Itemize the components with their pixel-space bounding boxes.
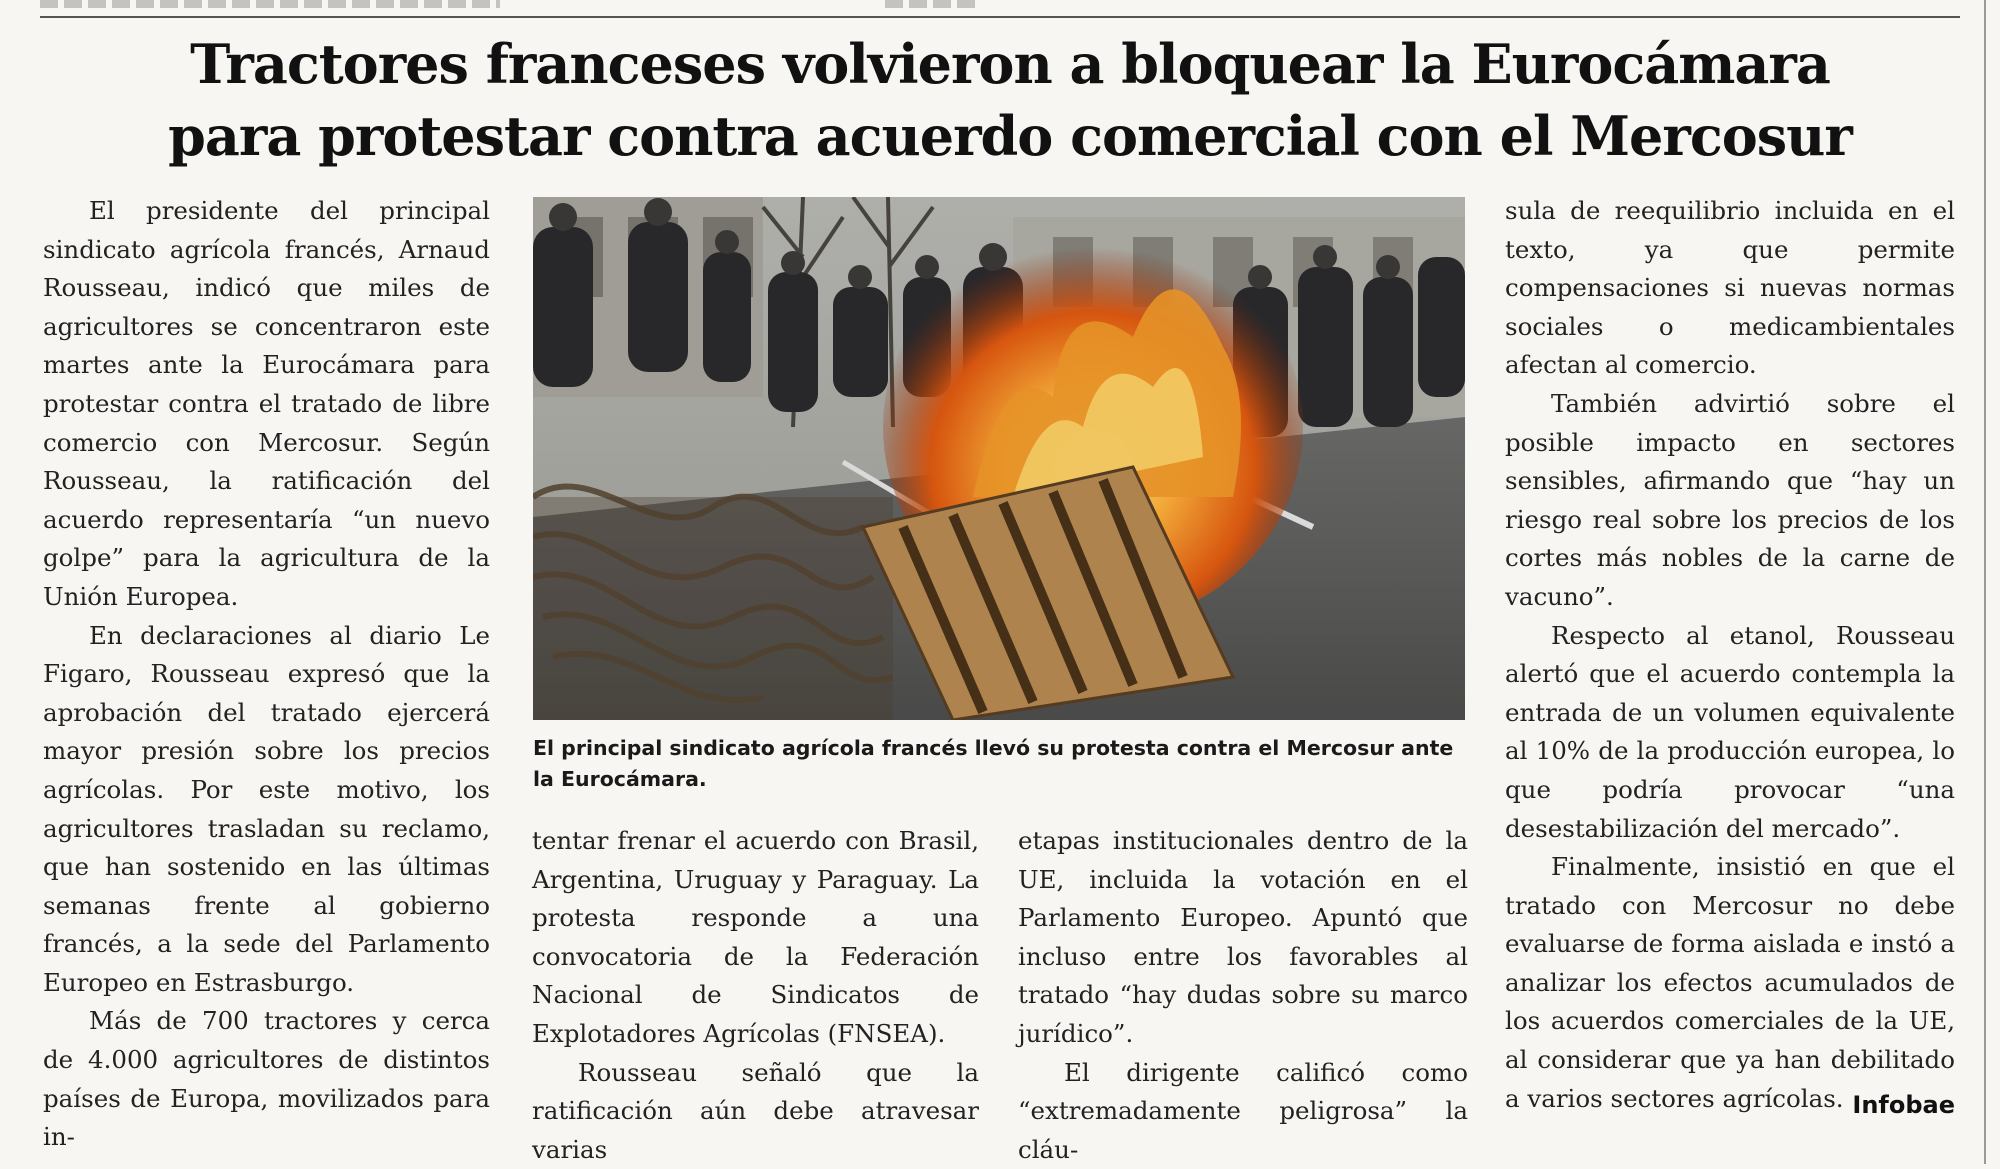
headline-line-1: Tractores franceses volvieron a bloquear la Eurocámara	[190, 32, 1830, 96]
photo-caption: El principal sindicato agrícola francés llevó su protesta contra el Mercosur ante la Eurocámara.	[533, 736, 1454, 791]
previous-page-header-fragment	[40, 0, 500, 8]
paragraph: También advirtió sobre el posible impacto en sectores sensibles, afirmando que “hay un riesgo real sobre los precios de los cortes más nobles de la carne de vacuno”.	[1505, 388, 1955, 611]
paragraph: Rousseau señaló que la ratificación aún debe atravesar varias	[532, 1057, 979, 1164]
paragraph: En declaraciones al diario Le Figaro, Rousseau expresó que la aprobación del tratado ejercerá mayor presión sobre los precios agrícolas. Por este motivo, los agricultores trasladan su reclamo, que han sostenido en las últimas semanas frente al gobierno francés, a la sede del Parlamento Europeo en Estrasburgo.	[43, 620, 490, 997]
right-column-rule	[1984, 0, 1986, 1164]
article-column-4	[1505, 192, 1955, 1118]
paragraph: tentar frenar el acuerdo con Brasil, Argentina, Uruguay y Paraguay. La protesta responde a una convocatoria de la Federación Nacional de Sindicatos de Explotadores Agrícolas (FNSEA).	[532, 826, 979, 1048]
article-column-2	[532, 822, 979, 1169]
paragraph: El presidente del principal sindicato agrícola francés, Arnaud Rousseau, indicó que miles de agricultores se concentraron este martes ante la Eurocámara para protestar contra el tratado de libre comercio con Mercosur. Según Rousseau, la ratificación del acuerdo representaría “un nuevo golpe” para la agricultura de la Unión Europea.	[43, 196, 490, 611]
paragraph: etapas institucionales dentro de la UE, incluida la votación en el Parlamento Europeo. Apuntó que incluso entre los favorables al tratado “hay dudas sobre su marco jurídico”.	[1018, 826, 1468, 1048]
paragraph: sula de reequilibrio incluida en el texto, ya que permite compensaciones si nuevas normas sociales o medicambientales afectan al comercio.	[1505, 196, 1955, 380]
paragraph: Finalmente, insistió en que el tratado con Mercosur no debe evaluarse de forma aislada e instó a analizar los efectos acumulados de los acuerdos comerciales de la UE, al considerar que ya han debilitado a varios sectores agrícolas.	[1505, 852, 1955, 1113]
paragraph: Respecto al etanol, Rousseau alertó que el acuerdo contempla la entrada de un volumen equivalente al 10% de la producción europea, lo que podría provocar “una desestabilización del mercado”.	[1505, 620, 1955, 843]
article-column-1	[43, 192, 490, 1157]
protest-photo	[533, 197, 1465, 720]
paragraph: El dirigente calificó como “extremadamente peligrosa” la cláu-	[1018, 1057, 1468, 1164]
article-headline	[120, 28, 1900, 172]
previous-page-header-fragment-right	[885, 0, 980, 8]
paragraph: Más de 700 tractores y cerca de 4.000 agricultores de distintos países de Europa, movilizados para in-	[43, 1006, 490, 1152]
headline-line-2: para protestar contra acuerdo comercial con el Mercosur	[168, 104, 1852, 168]
top-rule	[40, 16, 1960, 18]
source-signature: Infobae	[1852, 1091, 1955, 1119]
article-column-3	[1018, 822, 1468, 1169]
